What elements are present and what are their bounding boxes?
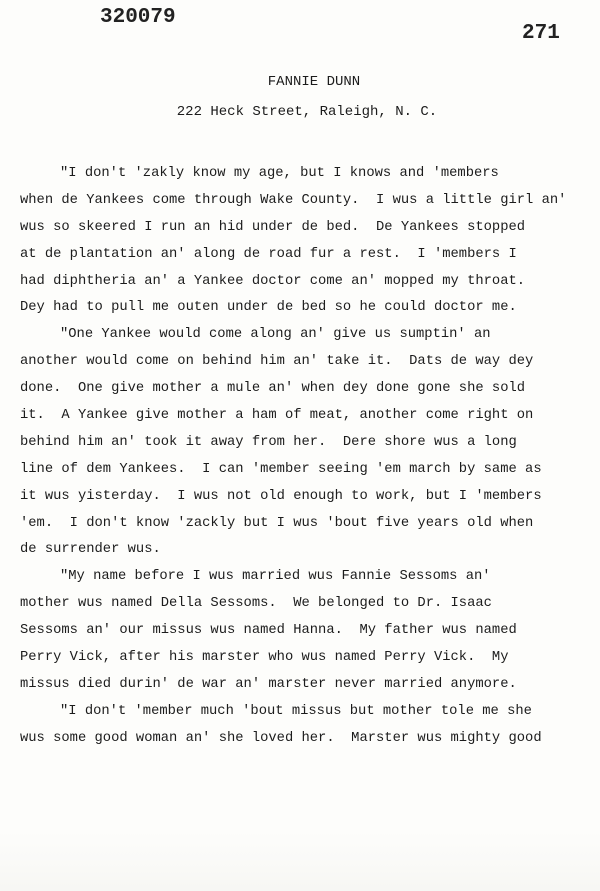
text-line: "I don't 'zakly know my age, but I knows and 'members bbox=[60, 166, 499, 181]
text-line: at de plantation an' along de road fur a rest. I 'members I bbox=[20, 246, 517, 262]
text-line: Dey had to pull me outen under de bed so he could doctor me. bbox=[20, 300, 517, 316]
text-line: de surrender wus. bbox=[20, 542, 161, 558]
text-line: "I don't 'member much 'bout missus but mother tole me she bbox=[60, 703, 532, 719]
page-number: 271 bbox=[522, 22, 560, 45]
text-line: 'em. I don't know 'zackly but I wus 'bout five years old when bbox=[20, 515, 534, 531]
text-line: behind him an' took it away from her. Dere shore wus a long bbox=[20, 434, 517, 450]
text-line: done. One give mother a mule an' when dey done gone she sold bbox=[20, 381, 526, 397]
text-line: it. A Yankee give mother a ham of meat, another come right on bbox=[20, 408, 534, 424]
text-line: missus died durin' de war an' marster never married anymore. bbox=[20, 676, 517, 692]
narrator-address: 222 Heck Street, Raleigh, N. C. bbox=[176, 104, 438, 120]
narrator-name: FANNIE DUNN bbox=[267, 74, 361, 90]
text-line: Perry Vick, after his marster who wus named Perry Vick. My bbox=[20, 650, 509, 666]
text-line: "My name before I wus married wus Fannie Sessoms an' bbox=[60, 569, 491, 585]
text-line: mother wus named Della Sessoms. We belonged to Dr. Isaac bbox=[20, 596, 492, 612]
page-smudge bbox=[0, 831, 600, 891]
text-line: it wus yisterday. I wus not old enough to work, but I 'members bbox=[20, 488, 542, 504]
text-line: had diphtheria an' a Yankee doctor come an' mopped my throat. bbox=[20, 273, 526, 289]
text-line: wus so skeered I run an hid under de bed. De Yankees stopped bbox=[20, 219, 526, 235]
text-line: wus some good woman an' she loved her. Marster wus mighty good bbox=[20, 730, 542, 746]
narrative-body bbox=[20, 161, 592, 753]
text-line: line of dem Yankees. I can 'member seeing 'em march by same as bbox=[20, 461, 542, 477]
text-line: Sessoms an' our missus wus named Hanna. My father wus named bbox=[20, 623, 517, 639]
text-line: when de Yankees come through Wake County. I wus a little girl an' bbox=[20, 192, 567, 208]
text-line: another would come on behind him an' take it. Dats de way dey bbox=[20, 354, 534, 370]
text-line: "One Yankee would come along an' give us sumptin' an bbox=[60, 327, 491, 343]
document-id: 320079 bbox=[100, 6, 176, 29]
